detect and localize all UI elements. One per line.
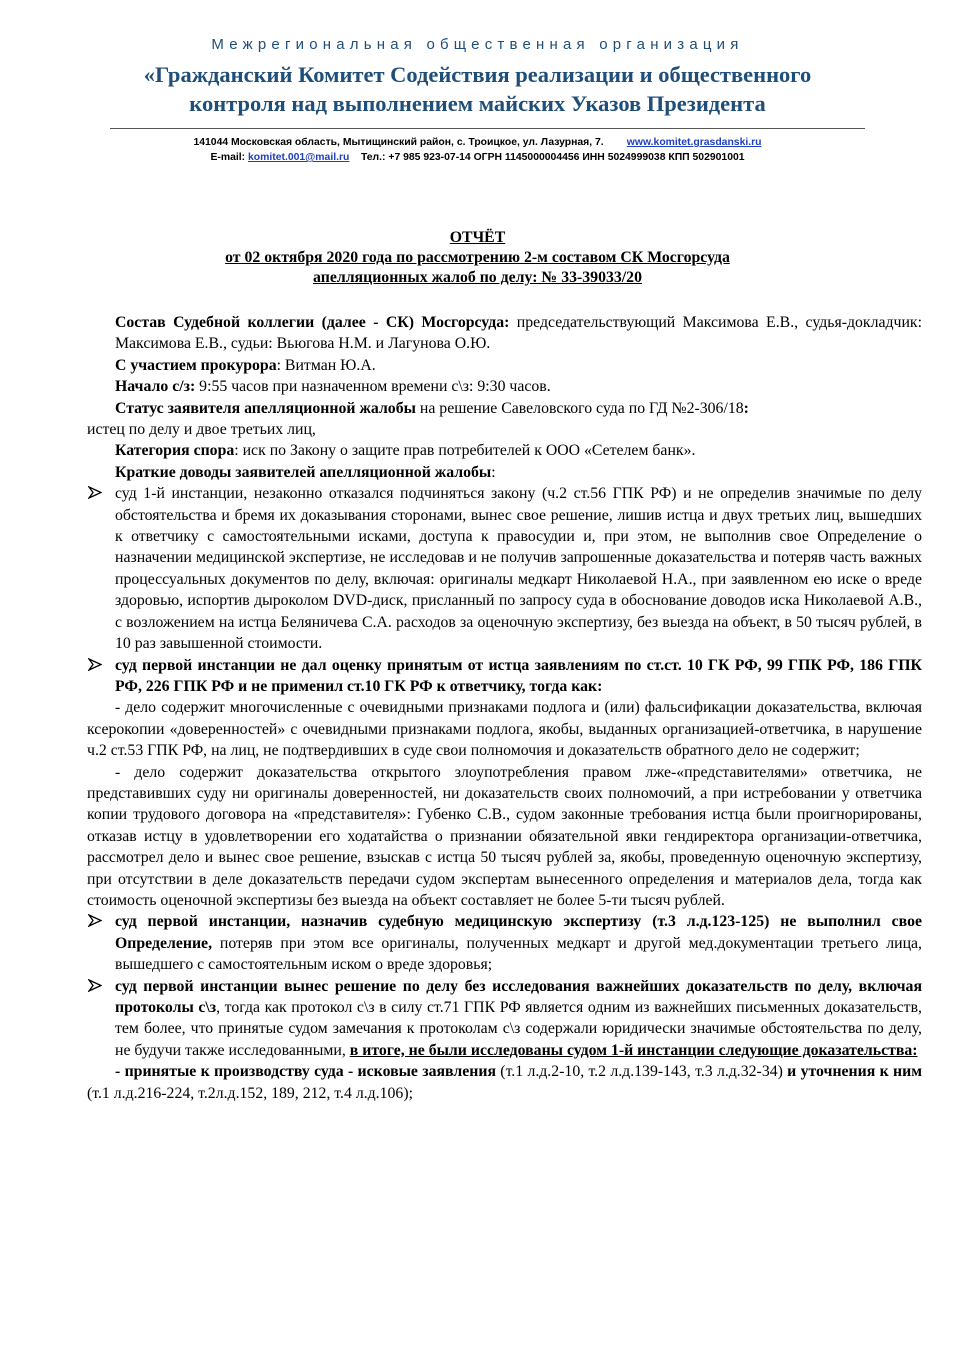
dispute-category-label: Категория спора (115, 442, 235, 460)
argument-item-3 (87, 911, 922, 975)
header-divider (110, 128, 865, 129)
contacts-line2 (0, 150, 955, 165)
prosecutor-label: С участием прокурора (115, 356, 277, 374)
session-start-label: Начало с/з: (115, 378, 196, 396)
argument-item-2-text: суд первой инстанции не дал оценку принятым от истца заявлениям по ст.ст. 10 ГК РФ, 99 ГПК РФ, 186 ГПК РФ, 226 ГПК РФ и не применил ст.10 ГК РФ к ответчику, тогда как: (115, 656, 922, 695)
arrowhead-bullet-icon (88, 976, 102, 997)
arguments-heading-colon: : (491, 463, 496, 481)
dispute-category-text: : иск по Закону о защите прав потребителей к ООО «Сетелем банк». (234, 442, 696, 460)
report-subtitle-line2: апелляционных жалоб по делу: № 33-39033/20 (313, 269, 642, 286)
argument-item-1-text: суд 1-й инстанции, незаконно отказался подчиняться закону (ч.2 ст.56 ГПК РФ) и не определив значимые по делу обстоятельства и бремя их доказывания сторонами, вынес свое решение, лишив истца и двух третьих лиц, вышедших к ответчику с самостоятельными исками, доступа к правосудии и, при этом, не выполнив свое Определение о назначении медицинской экспертизе, не исследовав и не получив запрошенные доказательства и потеряв часть важных процессуальных документов по делу, включая: оригиналы медкарт Николаевой Н.А., при заявленном ею иске о вреде здоровью, испортив дыроколом DVD-диск, присланный по запросу суда в обоснование доводов иска Николаевой А.В., с возложением на истца Беляничева С.А. расходов за оценочную экспертизу, без выезда на объект, в 50 тысяч рублей, в 10 раз завышенной стоимости. (115, 485, 922, 653)
evidence-item-1-bold1: - принятые к производству суда - исковые заявления (115, 1063, 496, 1081)
appellant-status-text: на решение Савеловского суда по ГД №2-306/18 (415, 399, 744, 417)
arrowhead-bullet-icon (88, 655, 102, 676)
email-label: E-mail: (210, 152, 246, 163)
report-body (87, 312, 922, 1104)
argument-item-2 (87, 655, 922, 698)
prosecutor (87, 355, 922, 376)
evidence-item-1-bold2: и уточнения к ним (782, 1063, 922, 1081)
arrowhead-bullet-icon (88, 911, 102, 932)
requisites: Тел.: +7 985 923-07-14 ОГРН 1145000004456 ИНН 5024999038 КПП 502901001 (360, 152, 745, 163)
contacts (0, 135, 955, 165)
evidence-item-1 (87, 1061, 922, 1104)
argument-item-4-underline: в итоге, не были исследованы судом 1-й инстанции следующие доказательства: (349, 1041, 918, 1059)
court-composition (87, 312, 922, 355)
argument-item-3-text: потеряв при этом все оригиналы, полученных медкарт и другой мед.документации третьего лица, вышедшего с самостоятельным иском о вреде здоровья; (115, 934, 922, 974)
evidence-item-1-text2: (т.1 л.д.216-224, т.2л.д.152, 189, 212, т.4 л.д.106); (87, 1084, 413, 1102)
appellant-status-colon: : (743, 399, 749, 417)
dash-item-2: - дело содержит доказательства открытого злоупотребления правом лже-«представителями» ответчика, не представивших суду ни оригиналы доверенностей, ни доказательств своих полномочий, а при истребовании у ответчика копии трудового договора на «представителя»: Губенко С.В., судом законные требования истца были проигнорированы, отказав истцу в удовлетворении его ходатайства о признании обязательной явки гендиректора организации-ответчика, рассмотрел дело и вынес свое решение, взыскав с истца 50 тысяч рублей за, якобы, проведенную оценочную экспертизу, при отсутствии в деле доказательств передачи судом экспертам вынесенного определения и материалов дела, тогда как стоимость оценочной экспертизы без выезда на объект составляет не более 5-ти тысяч рублей. (87, 763, 922, 909)
argument-item-4-text: , тогда как протокол с\з в силу ст.71 ГПК РФ является одним из важнейших письменных доказательств, тем более, что принятые судом замечания к протоколам с\з содержали юридически значимые обстоятельства по делу, не будучи также исследованными, (115, 999, 922, 1059)
report-title: ОТЧЁТ (449, 229, 506, 246)
org-name-line2: контроля над выполнением майских Указов Президента (189, 91, 766, 116)
appellant-status-line2: истец по делу и двое третьих лиц, (87, 421, 316, 439)
arguments-heading (87, 462, 922, 483)
report-heading (0, 228, 955, 288)
session-start-text: 9:55 часов при назначенном времени с\з: 9:30 часов. (195, 378, 551, 396)
prosecutor-text: : Витман Ю.А. (276, 356, 376, 374)
session-start (87, 376, 922, 397)
evidence-item-1-text1: (т.1 л.д.2-10, т.2 л.д.139-143, т.3 л.д.32-34) (496, 1063, 783, 1081)
argument-item-4-bold: суд первой инстанции вынес решение по делу без исследования важнейших доказательств по делу, включая протоколы с\з (115, 977, 922, 1016)
dash-item-1: - дело содержит многочисленные с очевидными признаками подлога и (или) фальсификации доказательства, включая ксерокопии «доверенностей» с очевидными признаками подлога, якобы, выданных организацией-ответчика, в нарушение ч.2 ст.53 ГПК РФ, на лиц, не подтвердивших в суде свои полномочия и доказательств обратного дело не содержит; (87, 699, 922, 760)
report-subtitle-line1: от 02 октября 2020 года по рассмотрению 2-м составом СК Мосгорсуда (225, 249, 730, 266)
org-name-line1: «Гражданский Комитет Содействия реализации и общественного (143, 62, 812, 87)
court-composition-text: председательствующий Максимова Е.В., судья-докладчик: Максимова Е.В., судьи: Вьюгова Н.М. и Лагунова О.Ю. (115, 314, 922, 353)
address: 141044 Московская область, Мытищинский район, с. Троицкое, ул. Лазурная, 7. (193, 137, 604, 148)
contacts-line1 (0, 135, 955, 150)
appellant-status (87, 398, 922, 419)
argument-item-4 (87, 976, 922, 1062)
argument-item-3-bold: суд первой инстанции, назначив судебную медицинскую экспертизу (т.3 л.д.123-125) не выполнил свое Определение, (115, 913, 922, 952)
argument-item-1 (87, 483, 922, 654)
arguments-heading-label: Краткие доводы заявителей апелляционной жалобы (115, 463, 492, 481)
arrowhead-bullet-icon (88, 483, 102, 504)
org-name (0, 60, 955, 118)
appellant-status-label: Статус заявителя апелляционной жалобы (115, 399, 416, 417)
website-link[interactable]: www.komitet.grasdanski.ru (626, 137, 762, 148)
email-link[interactable]: komitet.001@mail.ru (248, 152, 350, 163)
dispute-category (87, 440, 922, 461)
court-composition-label: Состав Судебной коллегии (далее - СК) Мосгорсуда: (115, 314, 510, 331)
org-type: Межрегиональная общественная организация (211, 36, 744, 53)
